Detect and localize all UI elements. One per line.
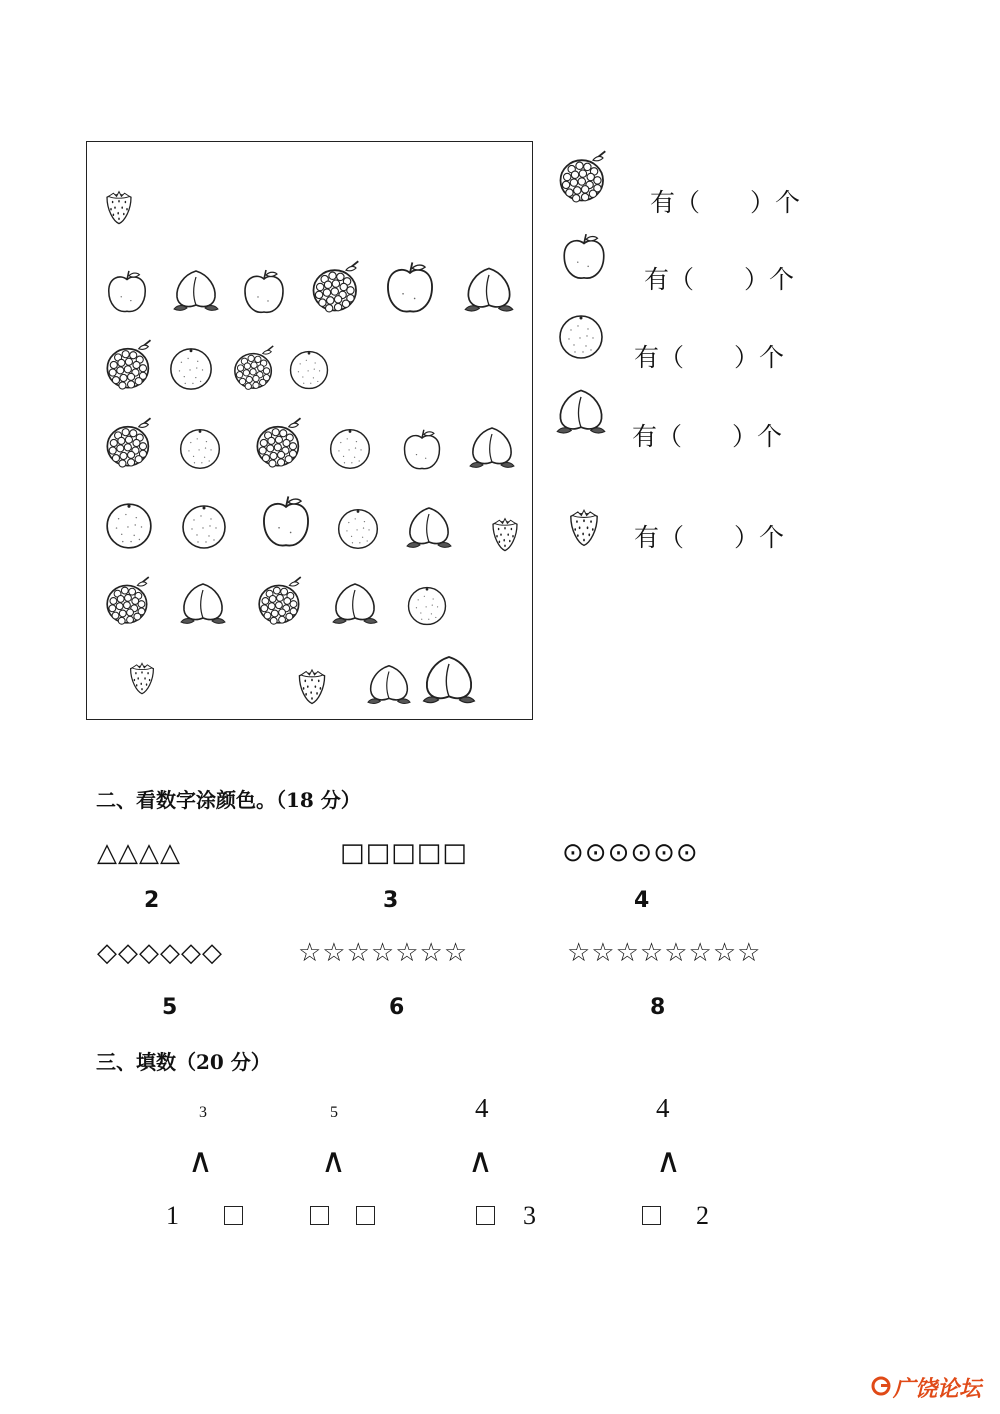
diamond-shapes[interactable]: ◇◇◇◇◇◇ (97, 938, 223, 968)
orange-icon (167, 345, 215, 393)
count-answer-apple[interactable]: 有（ ）个 (644, 265, 795, 294)
color-count-5: 5 (162, 995, 178, 1020)
color-count-2: 2 (144, 888, 160, 913)
raspberry-icon (103, 336, 157, 394)
peach-icon (363, 660, 415, 708)
number-bond-top: 4 (475, 1093, 489, 1123)
count-answer-strawberry: 有（ ）个 (634, 523, 785, 552)
orange-icon (179, 502, 229, 552)
peach-icon (403, 502, 455, 552)
apple-icon (558, 230, 610, 284)
star-shapes-8[interactable]: ☆☆☆☆☆☆☆☆ (567, 938, 762, 968)
answer-box[interactable] (224, 1206, 243, 1225)
peach-icon (467, 422, 517, 472)
fruit-picture-frame (86, 141, 533, 720)
orange-icon (287, 348, 331, 392)
color-count-8: 8 (650, 995, 666, 1020)
apple-icon (103, 266, 151, 318)
peach-icon (554, 384, 608, 438)
orange-icon (103, 500, 155, 552)
square-shapes[interactable]: □□□□□ (340, 838, 468, 868)
answer-box[interactable] (310, 1206, 329, 1225)
peach-icon (177, 578, 229, 628)
number-bond-fork: ∧ (656, 1141, 681, 1181)
number-bond-top: 5 (330, 1104, 338, 1121)
apple-icon (381, 258, 439, 318)
count-answer-peach[interactable]: 有（ ）个 (632, 422, 783, 451)
orange-icon (177, 426, 223, 472)
apple-icon (239, 266, 289, 318)
number-bond-top: 3 (199, 1104, 207, 1121)
peach-icon (329, 578, 381, 628)
number-bond-right: 2 (696, 1201, 709, 1230)
raspberry-icon (253, 414, 307, 472)
orange-icon (335, 506, 381, 552)
triangle-shapes[interactable]: △△△△ (97, 838, 181, 868)
orange-icon (556, 312, 606, 362)
raspberry-icon (231, 342, 279, 394)
peach-icon (171, 264, 221, 316)
apple-icon (399, 426, 445, 474)
number-bond-fork: ∧ (321, 1141, 346, 1181)
raspberry-icon (103, 572, 155, 630)
number-bond-top: 4 (656, 1093, 670, 1123)
strawberry-icon (99, 184, 139, 228)
raspberry-icon (255, 572, 307, 630)
forum-logo-icon (870, 1375, 892, 1397)
strawberry-icon (291, 662, 333, 708)
orange-icon (327, 426, 373, 472)
raspberry-icon (309, 258, 365, 316)
count-answer-raspberry[interactable]: 有（ ）个 (650, 188, 801, 217)
raspberry-icon (556, 147, 612, 207)
strawberry-icon (485, 512, 525, 554)
answer-box[interactable] (642, 1206, 661, 1225)
peach-icon (461, 262, 517, 316)
color-count-6: 6 (389, 995, 405, 1020)
answer-box[interactable] (476, 1206, 495, 1225)
raspberry-icon (103, 414, 157, 472)
count-answer-orange[interactable]: 有（ ）个 (634, 343, 785, 372)
orange-icon (405, 584, 449, 628)
number-bond-fork: ∧ (188, 1141, 213, 1181)
color-count-3: 3 (383, 888, 399, 913)
color-count-4: 4 (634, 888, 650, 913)
section-2-heading: 二、看数字涂颜色。（18 分） (96, 788, 361, 812)
circle-shapes[interactable]: ⊙⊙⊙⊙⊙⊙ (562, 838, 699, 868)
number-bond-left: 1 (166, 1201, 179, 1230)
answer-box[interactable] (356, 1206, 375, 1225)
strawberry-icon (562, 502, 606, 550)
apple-icon (257, 492, 315, 552)
strawberry-icon (123, 656, 161, 698)
peach-icon (419, 650, 479, 708)
number-bond-right: 3 (523, 1201, 536, 1230)
number-bond-fork: ∧ (468, 1141, 493, 1181)
section-3-heading: 三、填数（20 分） (96, 1050, 271, 1074)
star-shapes-7[interactable]: ☆☆☆☆☆☆☆ (298, 938, 469, 968)
watermark-text: 广饶论坛 (893, 1377, 982, 1402)
